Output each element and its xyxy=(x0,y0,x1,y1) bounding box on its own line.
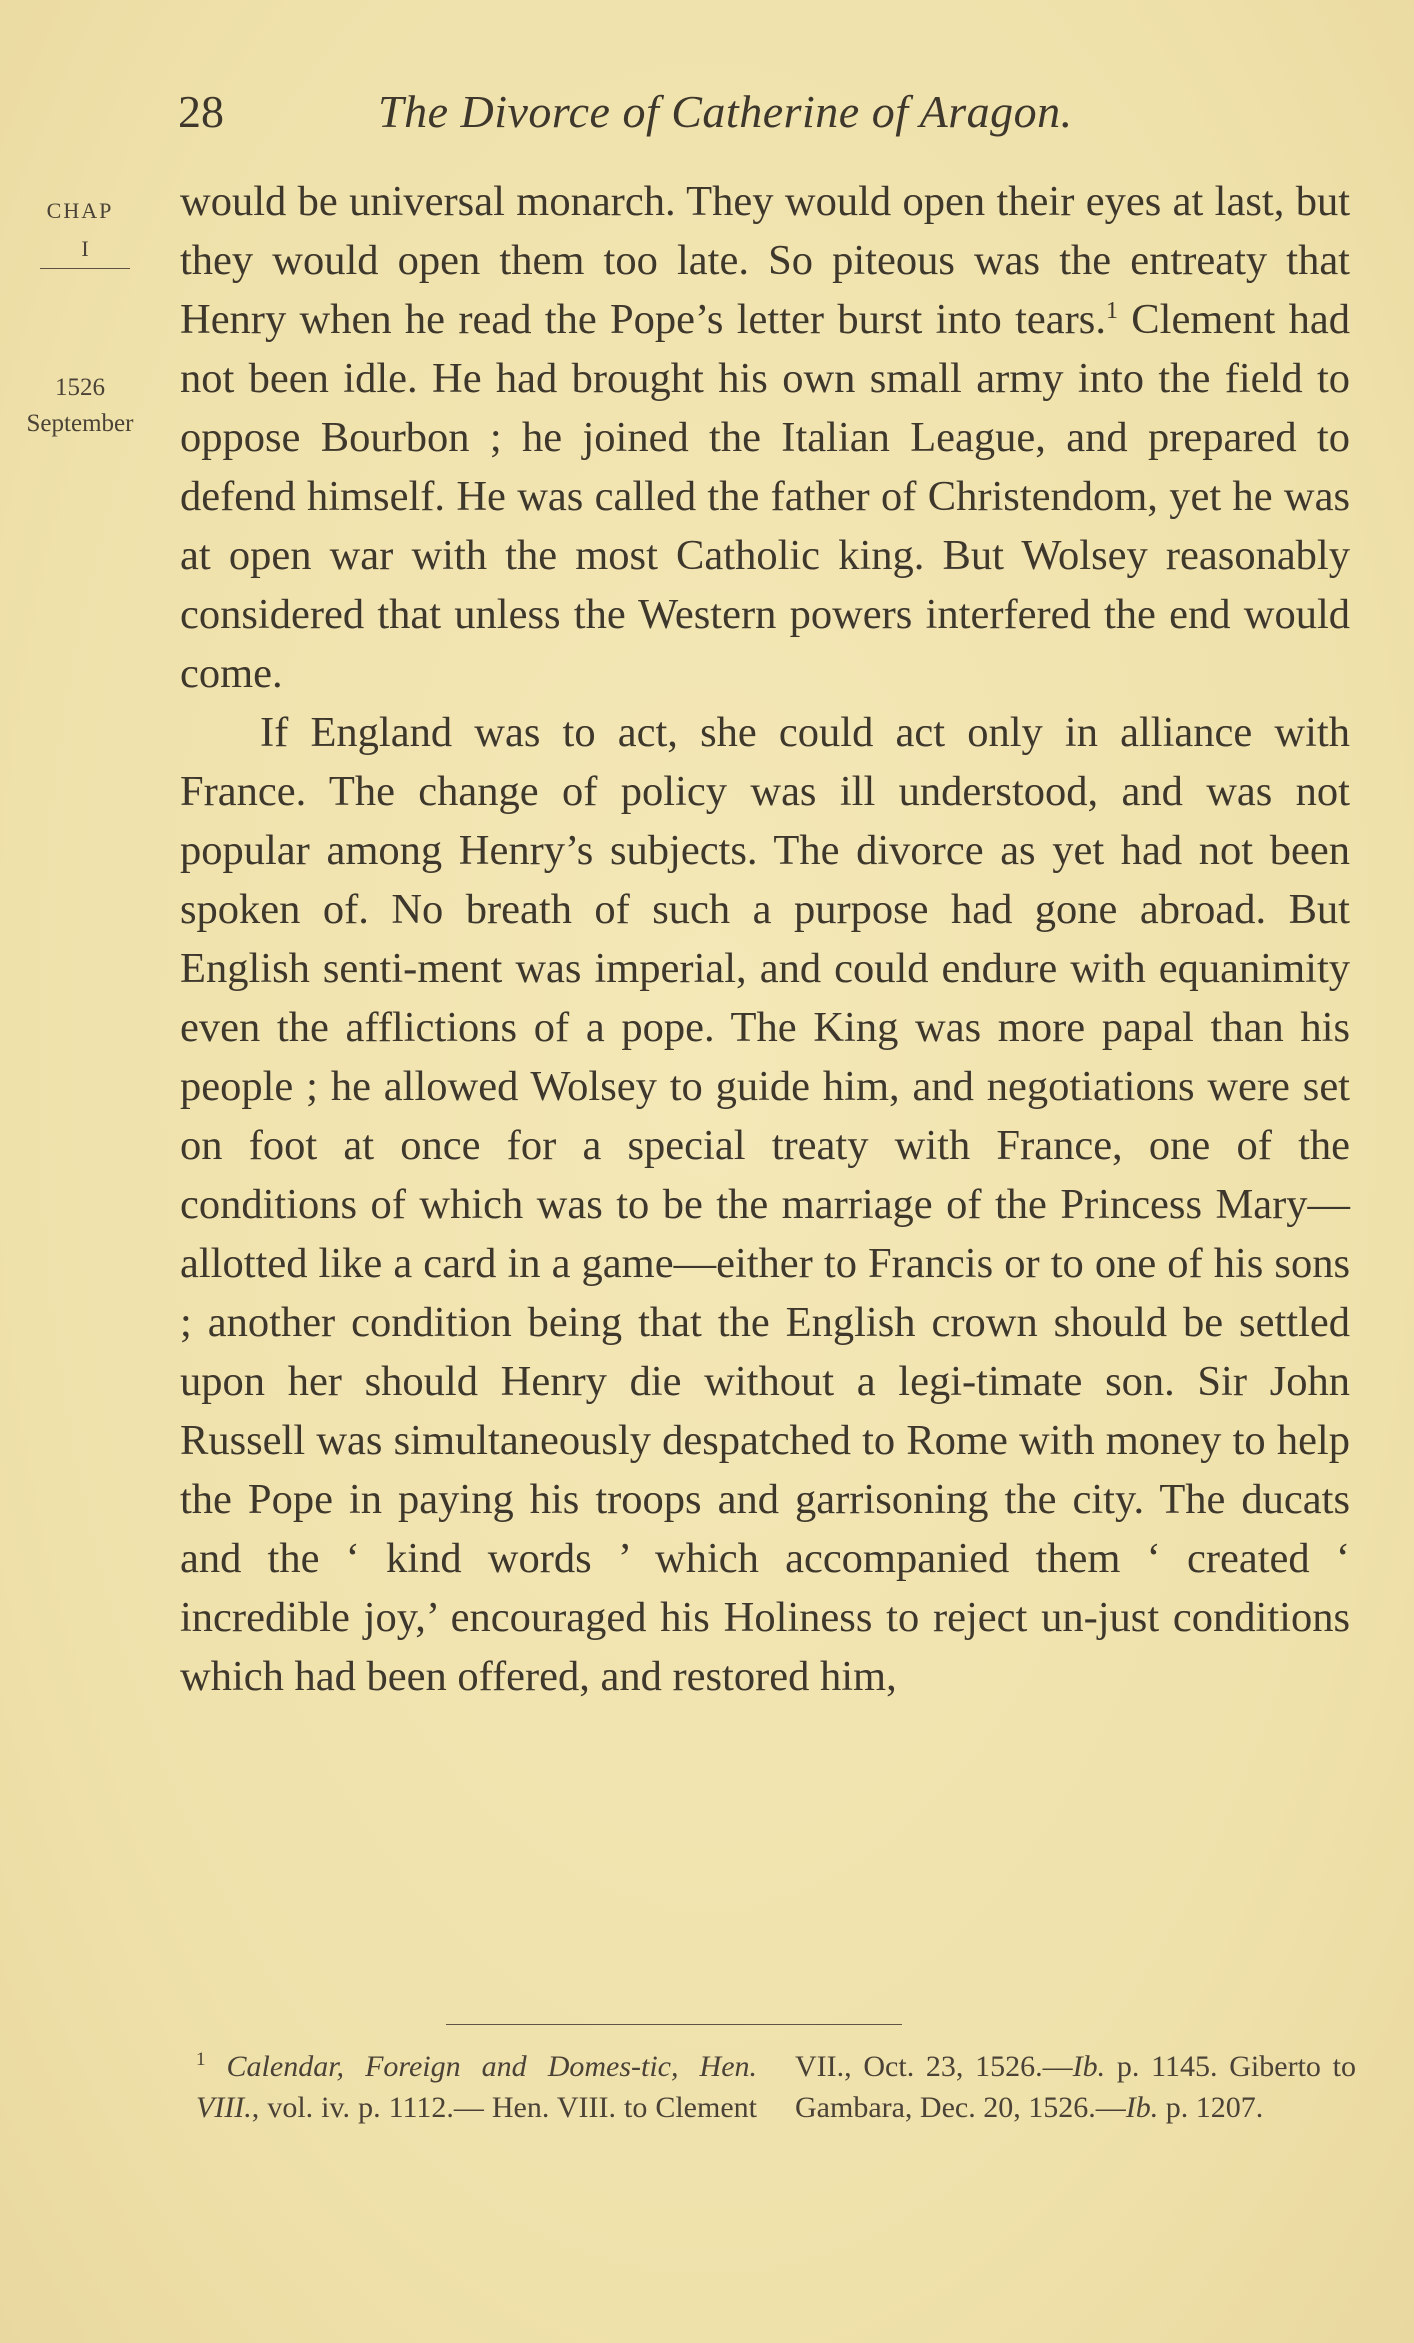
footnote-segment: Calendar, Foreign and Domes-tic, Hen. VIII. xyxy=(196,2050,758,2124)
paragraph-2: If England was to act, she could act only in alliance with France. The change of policy was ill understood, and was not popular among Henry’s subjects. The divorce as yet had not been spoken of. No breath of such a purpose had gone abroad. But English senti-ment was imperial, and could endure with equanimity even the afflictions of a pope. The King was more papal than his people ; he allowed Wolsey to guide him, and negotiations were set on foot at once for a special treaty with France, one of the conditions of which was to be the marriage of the Princess Mary—allotted like a card in a game—either to Francis or to one of his sons ; another condition being that the English crown should be settled upon her should Henry die without a legi-timate son. Sir John Russell was simultaneously despatched to Rome with money to help the Pope in paying his troops and garrisoning the city. The ducats and the ‘ kind words ’ which accompanied them ‘ created ‘ incredible joy,’ encouraged his Holiness to reject un-just conditions which had been offered, and restored him, xyxy=(180,709,1350,1700)
footnote xyxy=(196,2046,1356,2128)
footnote-segment: p. 1207. xyxy=(1158,2091,1264,2124)
margin-year: 1526 xyxy=(55,374,105,401)
paragraph-1-part-a: would be universal monarch. They would open their eyes at last, but they would open them too late. So piteous was the entreaty that Henry when he read the Pope’s letter burst into tears. xyxy=(180,178,1350,343)
footnote-segment: Ib. xyxy=(1072,2050,1106,2083)
body-text xyxy=(180,172,1350,1706)
paragraph-1 xyxy=(180,172,1350,703)
page-number: 28 xyxy=(178,86,224,137)
running-title: The Divorce of Catherine of Aragon. xyxy=(378,86,1073,137)
footnote-segment: Ib. xyxy=(1125,2091,1159,2124)
footnote-segment: , vol. iv. p. 1112.— Hen. VIII. to Clement VII., Oct. 23, 1526.— xyxy=(251,2050,1073,2124)
footnote-text xyxy=(196,2050,1356,2124)
footnote-reference: 1 xyxy=(1105,297,1118,324)
margin-month: September xyxy=(26,410,134,437)
footnote-segment: p. 1145. Giberto to Gambara, Dec. 20, 1526.— xyxy=(795,2050,1356,2124)
paragraph-1-part-b: Clement had not been idle. He had brought his own small army into the field to oppose Bourbon ; he joined the Italian League, and prepared to defend himself. He was called the father of Christendom, yet he was at open war with the most Catholic king. But Wolsey reasonably considered that unless the Western powers interfered the end would come. xyxy=(180,296,1350,697)
margin-chapter-number: I xyxy=(40,236,130,269)
footnote-marker: 1 xyxy=(196,2049,206,2070)
footnote-rule xyxy=(446,2024,902,2025)
margin-chapter-label: CHAP xyxy=(46,198,114,223)
running-header xyxy=(178,84,1198,140)
